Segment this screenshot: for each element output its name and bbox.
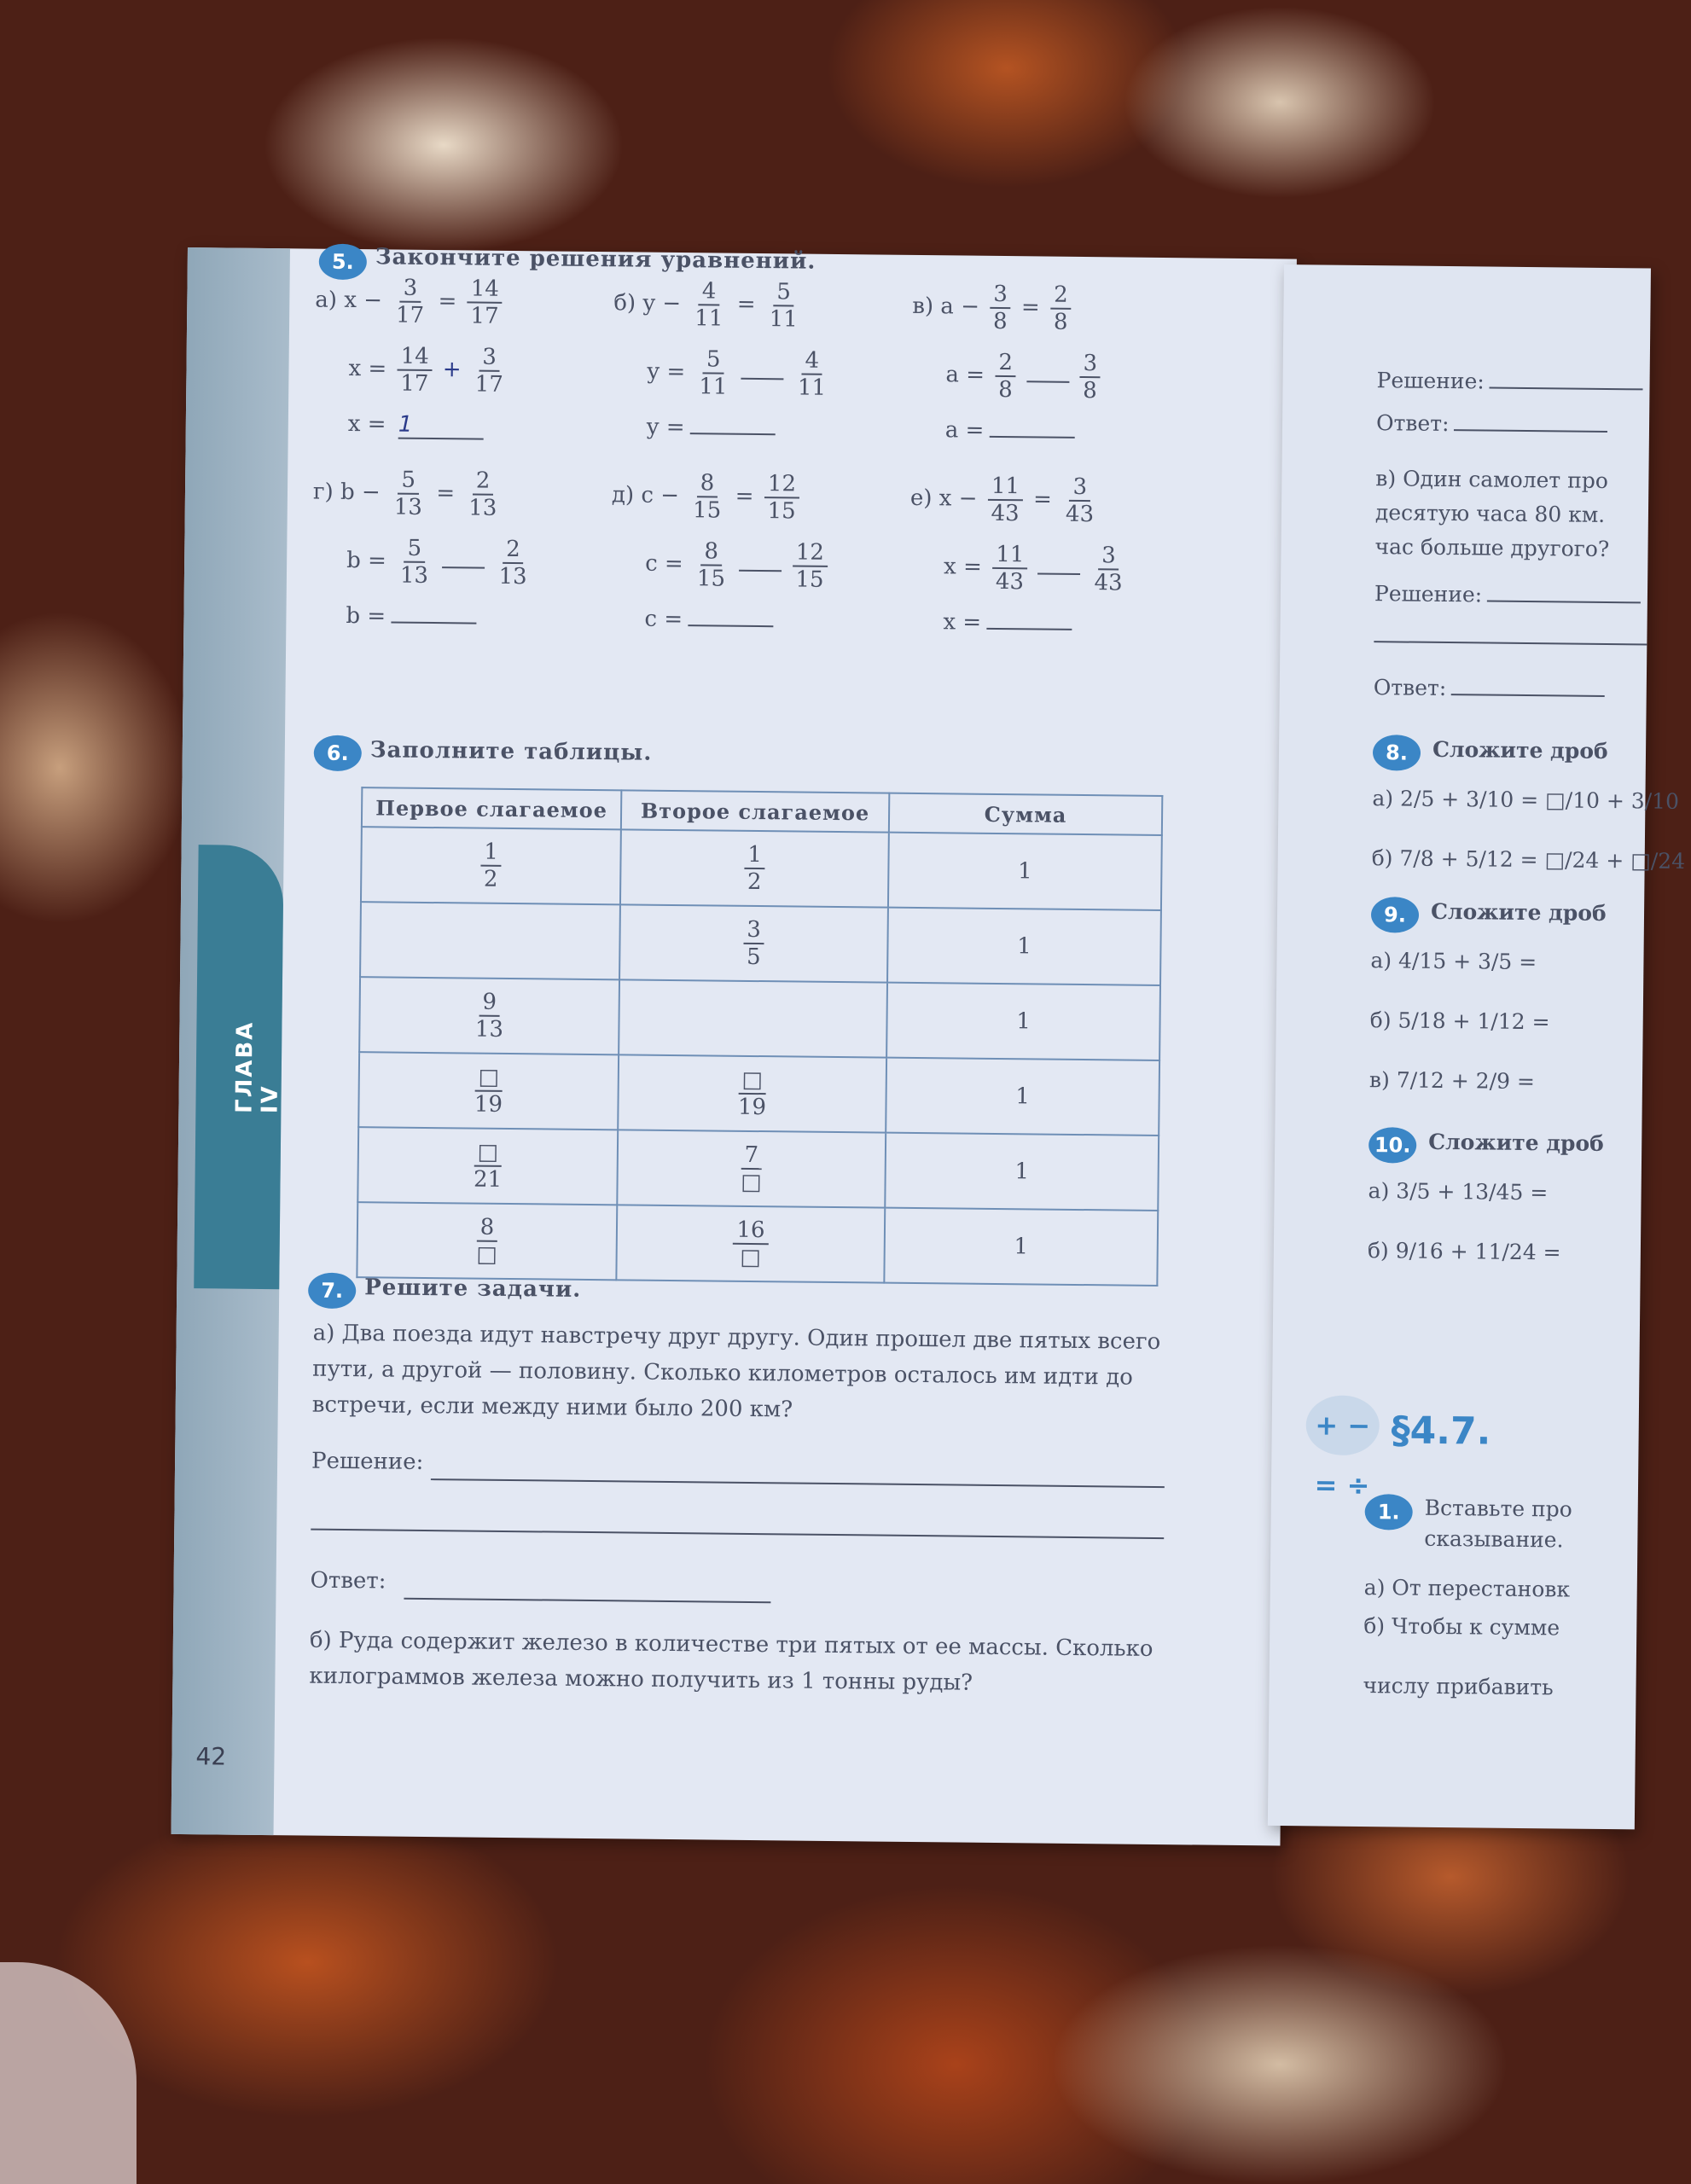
foreground-object: [0, 1962, 137, 2184]
eq-d: д) c − $\frac{8}{15}$ = $\frac{12}{15}$: [612, 469, 803, 524]
table-row: [361, 827, 1162, 910]
sum-table: [356, 787, 1163, 1287]
eq-e: е) x − $\frac{11}{43}$ = $\frac{3}{43}$: [909, 473, 1095, 528]
table-header: Сумма: [889, 793, 1162, 835]
table-row: [360, 902, 1161, 985]
answer-line[interactable]: [404, 1598, 770, 1604]
task-10-badge: 10.: [1368, 1127, 1416, 1164]
right-problem-v: в) Один самолет про десятую часа 80 км. час больше другого?: [1374, 466, 1610, 562]
task-9-b: б) 5/18 + 1/12 =: [1369, 1008, 1550, 1035]
task-8-title: Сложите дроб: [1432, 736, 1608, 764]
table-cell[interactable]: $\frac{1}{2}$: [361, 827, 621, 904]
eq-b: б) y − $\frac{4}{11}$ = $\frac{5}{11}$: [613, 278, 798, 333]
table-cell-sum: 1: [886, 983, 1160, 1060]
table-cell[interactable]: $\frac{3}{5}$: [619, 904, 888, 982]
task-9-v: в) 7/12 + 2/9 =: [1368, 1067, 1536, 1095]
table-body: [357, 827, 1161, 1286]
task-10-a: а) 3/5 + 13/45 =: [1368, 1178, 1549, 1205]
task-6-title: Заполните таблицы.: [369, 737, 653, 766]
task-1-badge: 1.: [1364, 1494, 1412, 1531]
table-header: Второе слагаемое: [621, 790, 889, 832]
task-1-a: а) От перестановк: [1363, 1575, 1571, 1602]
table-cell[interactable]: $\frac{□}{19}$: [358, 1052, 619, 1130]
task-8-badge: 8.: [1373, 735, 1421, 771]
task-1-title: Вставьте про сказывание.: [1424, 1495, 1572, 1553]
task-9-title: Сложите дроб: [1430, 898, 1607, 926]
eq-v-answer[interactable]: a =: [945, 417, 1075, 444]
right-solution-line[interactable]: [1374, 641, 1647, 645]
solution-line-2[interactable]: [311, 1529, 1164, 1539]
table-cell[interactable]: $\frac{9}{13}$: [359, 977, 619, 1054]
eq-a-answer[interactable]: x = 1: [348, 411, 484, 440]
eq-e-solution: x = $\frac{11}{43}$ $\frac{3}{43}$: [943, 541, 1123, 596]
table-cell[interactable]: $\frac{16}{□}$: [616, 1205, 885, 1282]
section-heading: §4.7.: [1391, 1409, 1491, 1454]
eq-d-answer[interactable]: c =: [644, 607, 773, 634]
right-solution-label-2[interactable]: Решение:: [1374, 581, 1641, 608]
table-row: [359, 977, 1160, 1060]
task-1-c: числу прибавить: [1363, 1673, 1554, 1700]
left-page: [171, 244, 1297, 1846]
eq-v-solution: a = $\frac{2}{8}$ $\frac{3}{8}$: [945, 349, 1104, 404]
table-cell[interactable]: $\frac{1}{2}$: [620, 829, 889, 907]
task-9-a: а) 4/15 + 3/5 =: [1370, 948, 1537, 975]
eq-a: а) x − $\frac{3}{17}$ = $\frac{14}{17}$: [315, 275, 506, 329]
table-cell[interactable]: [360, 902, 620, 979]
table-row: [357, 1127, 1159, 1211]
eq-b-answer[interactable]: y =: [647, 415, 776, 442]
task-6-badge: 6.: [314, 735, 362, 772]
task-7-badge: 7.: [308, 1273, 356, 1310]
problem-a-text: а) Два поезда идут навстречу друг другу. Один прошел две пятых всего пути, а другой — половину. Сколько километров осталось им идти до встречи, если между ними было 200 км?: [311, 1320, 1161, 1423]
table-cell-sum: 1: [884, 1208, 1158, 1286]
eq-g-solution: b = $\frac{5}{13}$ $\frac{2}{13}$: [346, 535, 527, 590]
task-8-a: а) 2/5 + 3/10 = □/10 + 3/10: [1372, 786, 1680, 814]
eq-b-solution: y = $\frac{5}{11}$ $\frac{4}{11}$: [647, 346, 827, 401]
table-row: [358, 1052, 1159, 1136]
eq-g: г) b − $\frac{5}{13}$ = $\frac{2}{13}$: [312, 467, 497, 521]
solution-label: Решение:: [311, 1448, 424, 1475]
table-cell[interactable]: $\frac{8}{□}$: [357, 1202, 617, 1280]
table-cell-sum: 1: [885, 1133, 1159, 1211]
table-cell[interactable]: [619, 979, 887, 1057]
task-7-title: Решите задачи.: [364, 1275, 582, 1303]
table-cell[interactable]: $\frac{□}{19}$: [618, 1054, 886, 1132]
page-margin-band: [171, 247, 290, 1835]
table-header: Первое слагаемое: [362, 787, 621, 829]
right-answer-label[interactable]: Ответ:: [1376, 410, 1608, 438]
page-content: [291, 244, 1297, 1845]
task-9-badge: 9.: [1371, 897, 1419, 933]
task-1-b: б) Чтобы к сумме: [1363, 1613, 1560, 1641]
eq-a-solution: x = $\frac{14}{17}$ + $\frac{3}{17}$: [348, 343, 504, 398]
task-10-b: б) 9/16 + 11/24 =: [1367, 1238, 1561, 1265]
eq-e-answer[interactable]: x =: [943, 609, 1072, 636]
right-solution-label[interactable]: Решение:: [1376, 368, 1642, 395]
table-cell[interactable]: $\frac{□}{21}$: [357, 1127, 618, 1205]
chapter-label: ГЛАВА IV: [231, 1020, 283, 1114]
solution-line[interactable]: [431, 1478, 1165, 1488]
eq-g-answer[interactable]: b =: [346, 603, 476, 630]
right-answer-label-2[interactable]: Ответ:: [1374, 675, 1606, 702]
table-cell-sum: 1: [886, 1058, 1159, 1136]
task-5-title: Закончите решения уравнений.: [375, 244, 816, 275]
problem-b-text: б) Руда содержит железо в количестве три пятых от ее массы. Сколько килограммов железа можно получить из 1 тонны руды?: [309, 1627, 1153, 1696]
eq-v: в) a − $\frac{3}{8}$ = $\frac{2}{8}$: [912, 281, 1075, 335]
eq-d-solution: c = $\frac{8}{15}$ $\frac{12}{15}$: [645, 538, 831, 593]
right-page: [1268, 264, 1686, 1829]
eq-a-answer-value: 1: [398, 412, 484, 440]
table-cell[interactable]: $\frac{7}{□}$: [617, 1130, 886, 1207]
task-5-badge: 5.: [319, 244, 367, 281]
table-cell-sum: 1: [888, 833, 1162, 910]
operations-icon: + − = ÷: [1305, 1395, 1380, 1455]
task-8-b: б) 7/8 + 5/12 = □/24 + □/24: [1371, 845, 1686, 874]
table-cell-sum: 1: [887, 908, 1161, 985]
answer-label: Ответ:: [310, 1567, 386, 1594]
task-10-title: Сложите дроб: [1428, 1129, 1604, 1156]
page-number: 42: [195, 1742, 227, 1771]
table-row: [357, 1202, 1158, 1286]
